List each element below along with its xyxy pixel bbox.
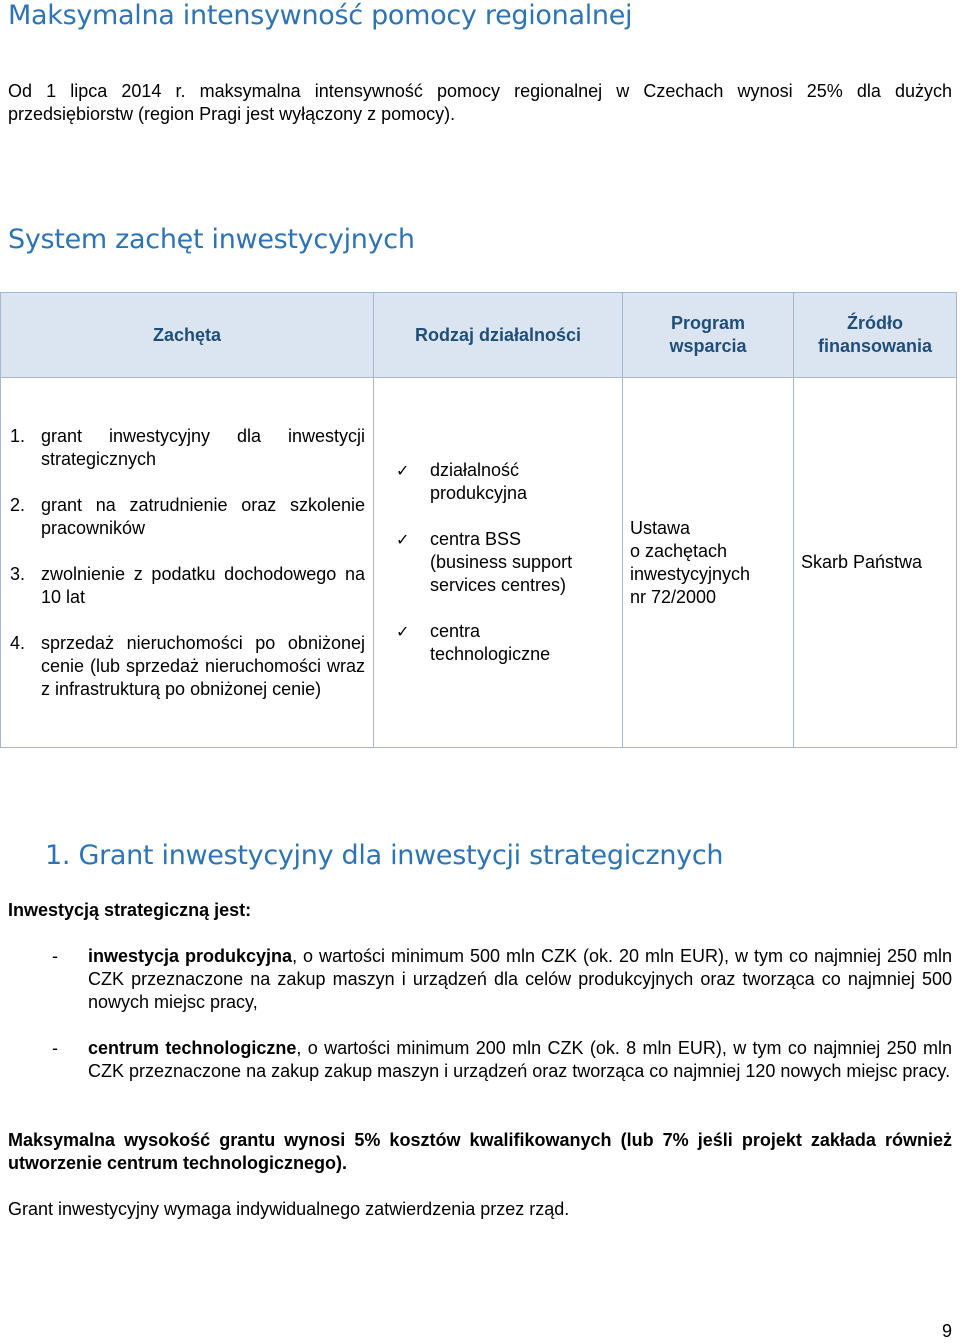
program-line: Ustawa: [630, 517, 691, 538]
list-item: [10, 494, 365, 540]
activity-line: (business support: [430, 552, 573, 572]
list-item: [10, 632, 365, 701]
list-item-number: 4.: [10, 632, 26, 653]
program-text: [623, 517, 793, 609]
check-mark-icon: ✓: [396, 622, 410, 641]
program-line: nr 72/2000: [630, 586, 717, 607]
program-line: inwestycyjnych: [630, 563, 751, 584]
activity-line: centra: [430, 621, 481, 641]
list-item-text: grant inwestycyjny dla inwestycji strategicznych: [41, 425, 365, 469]
program-line: o zachętach: [630, 540, 728, 561]
list-item-number: 2.: [10, 494, 26, 515]
regional-aid-paragraph: Od 1 lipca 2014 r. maksymalna intensywność pomocy regionalnej w Czechach wynosi 25% dla dużych przedsiębiorstw (region Pragi jest wyłączony z pomocy).: [8, 81, 952, 124]
activity-line: działalność: [430, 460, 520, 480]
source-cell: [794, 378, 957, 748]
item-description: , o wartości minimum 200 mln CZK (ok. 8 mln EUR), w tym co najmniej 250 mln CZK przeznaczone na zakup zakup maszyn i urządzeń oraz tworząca co najmniej 120 nowych miejsc pracy.: [88, 1038, 952, 1081]
item-bold-term: inwestycja produkcyjna: [88, 946, 293, 966]
activity-line: produkcyjna: [430, 483, 528, 503]
source-text: Skarb Państwa: [801, 552, 923, 572]
list-item-text: zwolnienie z podatku dochodowego na 10 lat: [41, 563, 365, 607]
activity-line: services centres): [430, 575, 567, 595]
check-mark-icon: ✓: [396, 530, 410, 549]
program-cell: [623, 378, 794, 748]
list-item-number: 3.: [10, 563, 26, 584]
activity-line: technologiczne: [430, 644, 551, 664]
header-incentive: Zachęta: [1, 293, 374, 378]
incentives-table: [0, 292, 957, 748]
list-item: [10, 425, 365, 471]
list-item: [396, 528, 614, 597]
activity-line: centra BSS: [430, 529, 522, 549]
header-support-program-label: Program wsparcia: [669, 313, 747, 356]
header-support-program: [623, 293, 794, 378]
section-title-regional-aid: Maksymalna intensywność pomocy regionalnej: [8, 0, 633, 31]
strategic-investment-subtitle: Inwestycją strategiczną jest:: [8, 900, 252, 920]
dash-bullet: -: [52, 1038, 58, 1058]
header-funding-source-label: Źródło finansowania: [817, 313, 933, 356]
max-grant-paragraph: Maksymalna wysokość grantu wynosi 5% kosztów kwalifikowanych (lub 7% jeśli projekt zakłada również utworzenie centrum technologicznego).: [8, 1130, 952, 1173]
dash-bullet: -: [52, 946, 58, 966]
list-item: [10, 563, 365, 609]
header-funding-source: [794, 293, 957, 378]
list-item-text: grant na zatrudnienie oraz szkolenie pracowników: [41, 494, 365, 538]
section-title-incentive-system: System zachęt inwestycyjnych: [8, 224, 415, 255]
list-item-number: 1.: [10, 425, 26, 446]
list-item: [52, 1037, 952, 1083]
table-row: [1, 378, 957, 748]
list-item: [396, 620, 614, 666]
list-item: [396, 459, 614, 505]
item-description: , o wartości minimum 500 mln CZK (ok. 20 mln EUR), w tym co najmniej 250 mln CZK przeznaczone na zakup maszyn i urządzeń dla celów produkcyjnych oraz tworząca co najmniej 500 nowych miejsc pracy,: [88, 946, 952, 1012]
item-bold-term: centrum technologiczne: [88, 1038, 297, 1058]
activities-list: [374, 459, 622, 666]
header-activity-type: Rodzaj działalności: [374, 293, 623, 378]
approval-paragraph: Grant inwestycyjny wymaga indywidualnego zatwierdzenia przez rząd.: [8, 1199, 570, 1219]
table-header-row: [1, 293, 957, 378]
list-item: [52, 945, 952, 1014]
activities-cell: [374, 378, 623, 748]
page-number: 9: [941, 1321, 952, 1341]
incentives-cell: [1, 378, 374, 748]
check-mark-icon: ✓: [396, 461, 410, 480]
incentives-list: [1, 425, 373, 701]
list-item-text: sprzedaż nieruchomości po obniżonej cenie (lub sprzedaż nieruchomości wraz z infrastrukturą po obniżonej cenie): [41, 632, 365, 699]
section-title-strategic-grant: 1. Grant inwestycyjny dla inwestycji strategicznych: [45, 840, 724, 871]
